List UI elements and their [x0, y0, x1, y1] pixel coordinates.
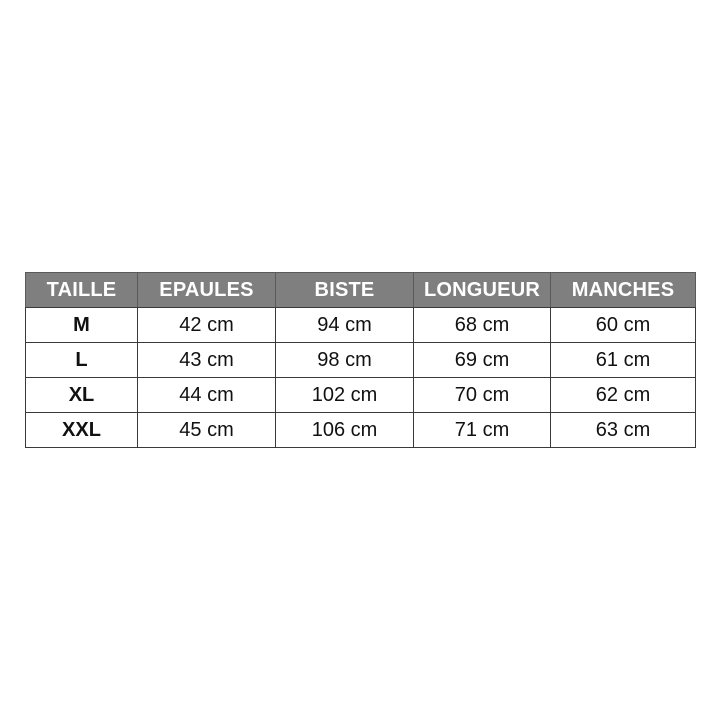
column-header-manches: MANCHES	[551, 273, 696, 308]
epaules-cell: 44 cm	[138, 378, 276, 413]
size-cell: XXL	[26, 413, 138, 448]
manches-cell: 63 cm	[551, 413, 696, 448]
epaules-cell: 43 cm	[138, 343, 276, 378]
longueur-cell: 71 cm	[414, 413, 551, 448]
longueur-cell: 69 cm	[414, 343, 551, 378]
biste-cell: 102 cm	[276, 378, 414, 413]
table-row	[26, 343, 696, 378]
manches-cell: 62 cm	[551, 378, 696, 413]
column-header-taille: TAILLE	[26, 273, 138, 308]
epaules-cell: 42 cm	[138, 308, 276, 343]
size-cell: L	[26, 343, 138, 378]
table-row	[26, 378, 696, 413]
biste-cell: 98 cm	[276, 343, 414, 378]
column-header-longueur: LONGUEUR	[414, 273, 551, 308]
table-header-row	[26, 273, 696, 308]
size-cell: M	[26, 308, 138, 343]
table-row	[26, 413, 696, 448]
manches-cell: 61 cm	[551, 343, 696, 378]
epaules-cell: 45 cm	[138, 413, 276, 448]
size-chart-table	[25, 272, 696, 448]
longueur-cell: 70 cm	[414, 378, 551, 413]
biste-cell: 106 cm	[276, 413, 414, 448]
column-header-biste: BISTE	[276, 273, 414, 308]
manches-cell: 60 cm	[551, 308, 696, 343]
size-cell: XL	[26, 378, 138, 413]
table-row	[26, 308, 696, 343]
column-header-epaules: EPAULES	[138, 273, 276, 308]
biste-cell: 94 cm	[276, 308, 414, 343]
longueur-cell: 68 cm	[414, 308, 551, 343]
